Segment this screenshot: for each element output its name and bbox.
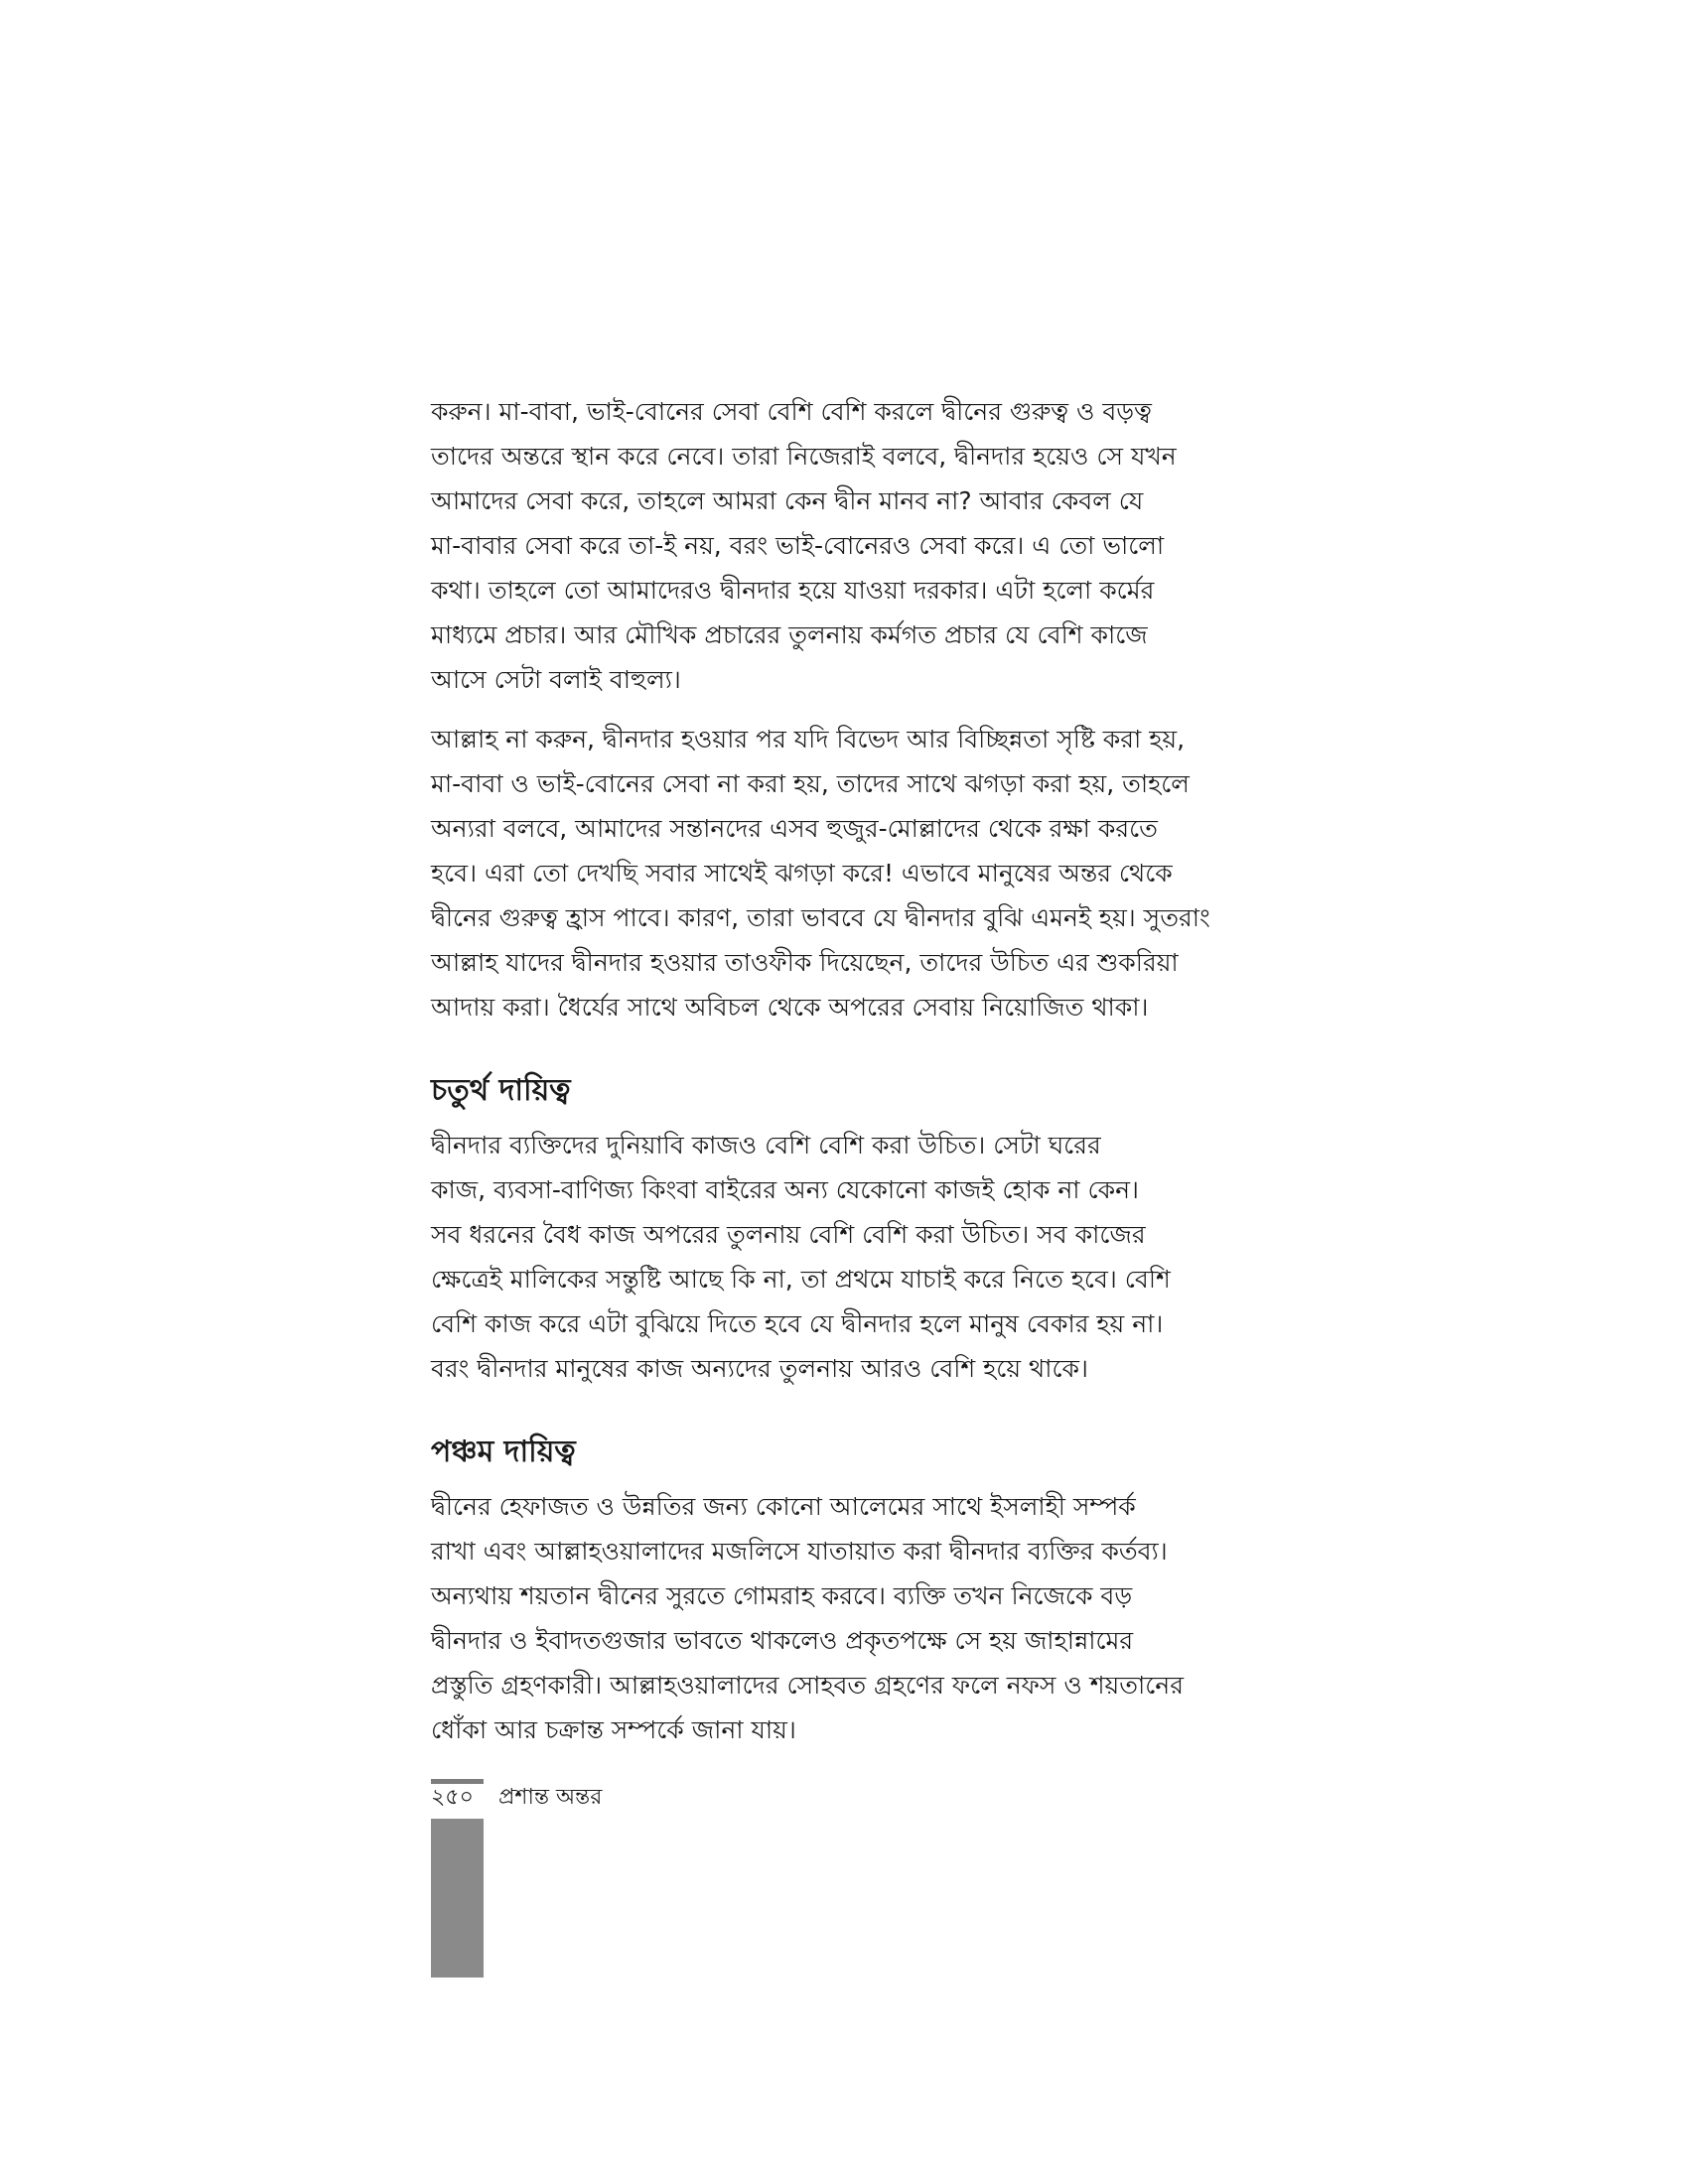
- text-line: ক্ষেত্রেই মালিকের সন্তুষ্টি আছে কি না, তা প্রথমে যাচাই করে নিতে হবে। বেশি: [431, 1265, 1171, 1294]
- text-line: অন্যথায় শয়তান দ্বীনের সুরতে গোমরাহ করবে। ব্যক্তি তখন নিজেকে বড়: [431, 1581, 1133, 1610]
- paragraph-3: [431, 1123, 1251, 1391]
- text-line: কাজ, ব্যবসা-বাণিজ্য কিংবা বাইরের অন্য যেকোনো কাজই হোক না কেন।: [431, 1175, 1139, 1204]
- text-line: অন্যরা বলবে, আমাদের সন্তানদের এসব হুজুর-মোল্লাদের থেকে রক্ষা করতে: [431, 814, 1158, 843]
- paragraph-1: [431, 389, 1251, 702]
- text-line: মা-বাবা ও ভাই-বোনের সেবা না করা হয়, তাদের সাথে ঝগড়া করা হয়, তাহলে: [431, 769, 1190, 798]
- text-line: তাদের অন্তরে স্থান করে নেবে। তারা নিজেরাই বলবে, দ্বীনদার হয়েও সে যখন: [431, 442, 1177, 471]
- section-heading-fourth-duty: চতুর্থ দায়িত্ব: [431, 1073, 571, 1108]
- text-line: আদায় করা। ধৈর্যের সাথে অবিচল থেকে অপরের সেবায় নিয়োজিত থাকা।: [431, 993, 1149, 1022]
- text-line: রাখা এবং আল্লাহওয়ালাদের মজলিসে যাতায়াত করা দ্বীনদার ব্যক্তির কর্তব্য।: [431, 1537, 1168, 1566]
- text-line: দ্বীনের হেফাজত ও উন্নতির জন্য কোনো আলেমের সাথে ইসলাহী সম্পর্ক: [431, 1492, 1136, 1521]
- text-line: দ্বীনদার ও ইবাদতগুজার ভাবতে থাকলেও প্রকৃতপক্ষে সে হয় জাহান্নামের: [431, 1626, 1134, 1655]
- text-line: সব ধরনের বৈধ কাজ অপরের তুলনায় বেশি বেশি করা উচিত। সব কাজের: [431, 1220, 1146, 1249]
- text-line: হবে। এরা তো দেখছি সবার সাথেই ঝগড়া করে! এভাবে মানুষের অন্তর থেকে: [431, 859, 1173, 887]
- running-title: প্রশান্ত অন্তর: [498, 1785, 603, 1810]
- text-line: মাধ্যমে প্রচার। আর মৌখিক প্রচারের তুলনায় কর্মগত প্রচার যে বেশি কাজে: [431, 620, 1148, 649]
- page-footer: [431, 1779, 828, 1978]
- text-line: আল্লাহ যাদের দ্বীনদার হওয়ার তাওফীক দিয়েছেন, তাদের উচিত এর শুকরিয়া: [431, 948, 1179, 977]
- text-line: প্রস্তুতি গ্রহণকারী। আল্লাহওয়ালাদের সোহবত গ্রহণের ফলে নফস ও শয়তানের: [431, 1671, 1184, 1700]
- footer-tab-bar: [431, 1819, 484, 1978]
- text-line: বেশি কাজ করে এটা বুঝিয়ে দিতে হবে যে দ্বীনদার হলে মানুষ বেকার হয় না।: [431, 1309, 1164, 1338]
- page-number: ২৫০: [431, 1785, 474, 1810]
- text-line: দ্বীনদার ব্যক্তিদের দুনিয়াবি কাজও বেশি বেশি করা উচিত। সেটা ঘরের: [431, 1131, 1101, 1160]
- paragraph-4: [431, 1484, 1251, 1752]
- text-line: আমাদের সেবা করে, তাহলে আমরা কেন দ্বীন মানব না? আবার কেবল যে: [431, 486, 1144, 515]
- text-line: করুন। মা-বাবা, ভাই-বোনের সেবা বেশি বেশি করলে দ্বীনের গুরুত্ব ও বড়ত্ব: [431, 397, 1152, 426]
- section-heading-fifth-duty: পঞ্চম দায়িত্ব: [431, 1434, 576, 1469]
- text-line: দ্বীনের গুরুত্ব হ্রাস পাবে। কারণ, তারা ভাববে যে দ্বীনদার বুঝি এমনই হয়। সুতরাং: [431, 903, 1210, 932]
- text-line: মা-বাবার সেবা করে তা-ই নয়, বরং ভাই-বোনেরও সেবা করে। এ তো ভালো: [431, 531, 1165, 560]
- text-line: কথা। তাহলে তো আমাদেরও দ্বীনদার হয়ে যাওয়া দরকার। এটা হলো কর্মের: [431, 576, 1155, 605]
- text-line: আল্লাহ না করুন, দ্বীনদার হওয়ার পর যদি বিভেদ আর বিচ্ছিন্নতা সৃষ্টি করা হয়,: [431, 725, 1186, 753]
- paragraph-2: [431, 717, 1251, 1029]
- text-line: আসে সেটা বলাই বাহুল্য।: [431, 665, 681, 694]
- page-body: [431, 389, 1251, 1767]
- text-line: ধোঁকা আর চক্রান্ত সম্পর্কে জানা যায়।: [431, 1715, 796, 1744]
- text-line: বরং দ্বীনদার মানুষের কাজ অন্যদের তুলনায় আরও বেশি হয়ে থাকে।: [431, 1354, 1088, 1383]
